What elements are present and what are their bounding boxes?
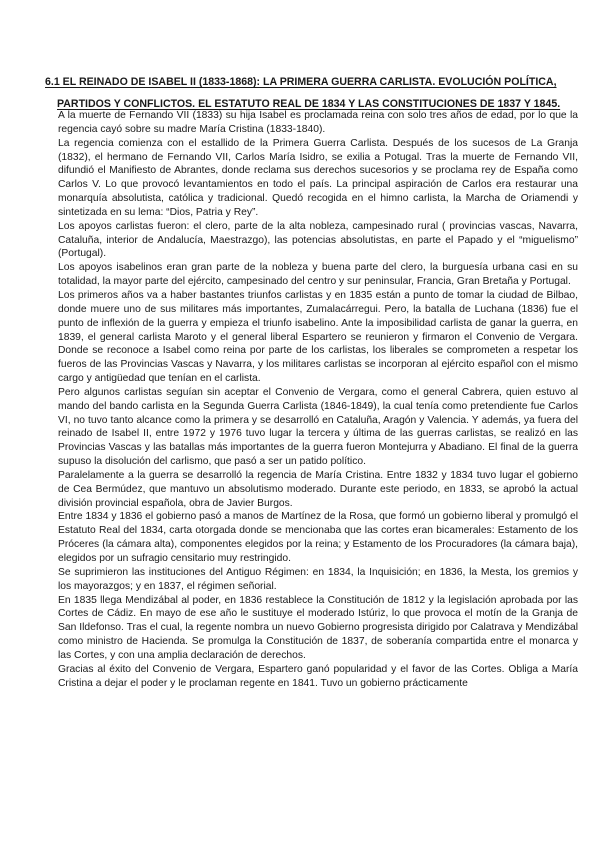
paragraph-mendizabal: En 1835 llega Mendizábal al poder, en 1836 restablece la Constitución de 1812 y la legislación aprobada por las Cortes de Cádiz. En mayo de ese año le sustituye el moderado Istúriz, lo que provoca el motín de la Granja de San Ildefonso. Tras el cual, la regente nombra un nuevo Gobierno progresista dirigido por Calatrava y Mendizábal como ministro de Hacienda. Se promulga la Constitución de 1837, de soberanía compartida entre el monarca y las Cortes, y con una amplia declaración de derechos. (58, 594, 578, 661)
heading-line-2: PARTIDOS Y CONFLICTOS. EL ESTATUTO REAL DE 1834 Y LAS CONSTITUCIONES DE 1837 Y 1845. (57, 98, 561, 110)
paragraph-apoyos-carlistas: Los apoyos carlistas fueron: el clero, parte de la alta nobleza, campesinado rural ( provincias vascas, Navarra, Cataluña, interior de Andalucía, Maestrazgo), las potencias absolutistas, en parte el Papado y el “miguelismo” (Portugal). (58, 220, 578, 260)
paragraph-convenio-vergara: Los primeros años va a haber bastantes triunfos carlistas y en 1835 están a punto de tomar la ciudad de Bilbao, donde muere uno de sus militares más importantes, Zumalacárregui. Pero, la batalla de Luchana (1836) fue el punto de inflexión de la guerra y empieza el triunfo isabelino. Ante la imposibilidad carlista de ganar la guerra, en 1839, el general carlista Maroto y el general liberal Espartero se reunieron y firmaron el Convenio de Vergara. Donde se reconoce a Isabel como reina por parte de los carlistas, los liberales se comprometen a respetar los fueros de las Provincias Vascas y Navarra, y los militares carlistas se incorporan al ejército español con el mismo cargo y antigüedad que tenían en el carlista. (58, 289, 578, 385)
heading-line-1: 6.1 EL REINADO DE ISABEL II (1833-1868): LA PRIMERA GUERRA CARLISTA. EVOLUCIÓN POLÍTICA, (45, 76, 557, 88)
paragraph-antiguo-regimen: Se suprimieron las instituciones del Antiguo Régimen: en 1834, la Inquisición; en 1836, la Mesta, los gremios y los mayorazgos; y en 1837, el régimen señorial. (58, 566, 578, 592)
paragraph-apoyos-isabelinos: Los apoyos isabelinos eran gran parte de la nobleza y buena parte del clero, la burguesía urbana casi en su totalidad, la mayor parte del ejército, campesinado del centro y sur peninsular, Francia, Gran Bretaña y Portugal. (58, 262, 578, 288)
paragraph-estatuto-real: Entre 1834 y 1836 el gobierno pasó a manos de Martínez de la Rosa, que formó un gobierno liberal y promulgó el Estatuto Real del 1834, carta otorgada donde se mencionaba que las cortes eran bicamerales: Estamento de los Próceres (la cámara alta), componentes elegidos por la reina; y Estamento de los Procuradores (la cámara baja), elegidos por un sufragio censitario muy restringido. (58, 511, 578, 564)
paragraph-otras-guerras: Pero algunos carlistas seguían sin aceptar el Convenio de Vergara, como el general Cabrera, quien estuvo al mando del bando carlista en la Segunda Guerra Carlista (1846-1849), la cual tenía como pretendiente fue Carlos VI, no tuvo tanto alcance como la primera y se desarrolló en Cataluña, Aragón y Valencia. Y además, ya fuera del reinado de Isabel II, entre 1972 y 1976 tuvo lugar la tercera y última de las guerras carlistas, se realizó en las Provincias Vascas y las batallas más importantes de la guerra fueron Montejurra y Abadiano. El final de la guerra supuso la disolución del carlismo, que pasó a ser un patido político. (58, 386, 578, 468)
paragraph-regencia-maria-cristina: Paralelamente a la guerra se desarrolló la regencia de María Cristina. Entre 1832 y 1834 tuvo lugar el gobierno de Cea Bermúdez, que mantuvo un absolutismo moderado. Durante este periodo, en 1833, se aprobó la actual división provincial española, obra de Javier Burgos. (58, 469, 578, 509)
paragraph-espartero: Gracias al éxito del Convenio de Vergara, Espartero ganó popularidad y el favor de las Cortes. Obliga a María Cristina a dejar el poder y le proclaman regente en 1841. Tuvo un gobierno prácticamente (58, 663, 578, 689)
paragraph-intro: A la muerte de Fernando VII (1833) su hija Isabel es proclamada reina con solo tres años de edad, por lo que la regencia cayó sobre su madre María Cristina (1833-1840). (58, 110, 578, 135)
paragraph-regencia: La regencia comienza con el estallido de la Primera Guerra Carlista. Después de los sucesos de La Granja (1832), el hermano de Fernando VII, Carlos María Isidro, se exilia a Potugal. Tras la muerte de Fernando VII, difundió el Manifiesto de Abrantes, donde reclama sus derechos sucesorios y se proclama rey de España como Carlos V. Lo que provocó levantamientos en todo el país. La principal aspiración de Carlos era restaurar una monarquía absolutista, católica y tradicional. Quedó recogida en el himno carlista, la Marcha de Oriamendi y sintetizada en su lema: “Dios, Patria y Rey”. (58, 137, 578, 218)
document-body (58, 109, 578, 690)
